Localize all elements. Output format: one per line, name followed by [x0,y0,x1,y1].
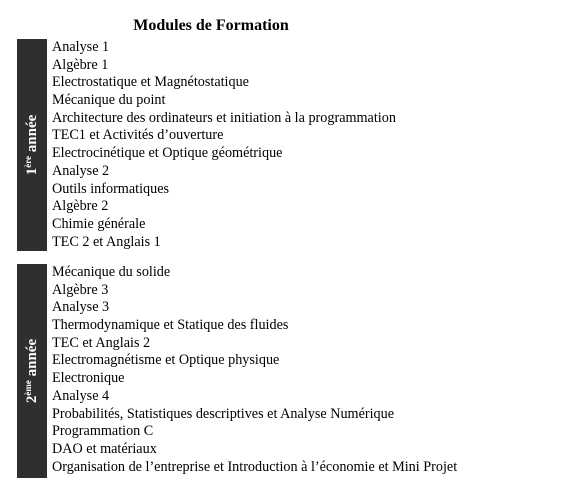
module-item: Outils informatiques [52,180,170,197]
year-label-superscript-2: ème [23,380,33,396]
year-label-text-2 [23,339,41,403]
page-title: Modules de Formation [133,17,289,34]
module-item: Electrostatique et Magnétostatique [52,74,249,91]
module-item: TEC1 et Activités d’ouverture [52,127,224,144]
module-item: Programmation C [52,423,154,440]
year-label-1 [17,39,47,251]
year-label-number-1: 1 [24,167,40,176]
module-item: Mécanique du solide [52,264,171,280]
module-item: Probabilités, Statistiques descriptives et Analyse Numérique [52,405,395,422]
module-list-year-1 [52,39,396,251]
module-item: Organisation de l’entreprise et Introduction à l’économie et Mini Projet [52,458,458,475]
module-item: Thermodynamique et Statique des fluides [52,317,289,334]
module-item: Chimie générale [52,215,146,232]
module-item: Algèbre 3 [52,281,109,298]
module-item: Electrocinétique et Optique géométrique [52,145,283,162]
module-item: Analyse 3 [52,299,110,316]
module-item: Algèbre 2 [52,198,109,215]
module-item: Analyse 4 [52,387,110,404]
module-item: Analyse 2 [52,162,110,179]
module-item: TEC et Anglais 2 [52,334,151,351]
year-label-superscript-1: ère [23,155,33,168]
module-item: Analyse 1 [52,39,110,55]
year-label-number-2: 2 [24,395,40,404]
module-item: Electronique [52,370,125,387]
module-item: Algèbre 1 [52,56,109,73]
module-list-year-2 [52,264,457,476]
module-item: Mécanique du point [52,92,166,109]
module-item: DAO et matériaux [52,440,157,457]
year-label-word-1: année [24,114,40,156]
year-label-2 [17,264,47,478]
module-item: Architecture des ordinateurs et initiation à la programmation [52,109,396,126]
module-item: Electromagnétisme et Optique physique [52,352,280,369]
year-label-text-1 [23,115,41,176]
module-item: TEC 2 et Anglais 1 [52,233,161,250]
year-label-word-2: année [24,338,40,381]
year-section-1 [17,39,546,251]
year-section-2 [17,264,546,478]
